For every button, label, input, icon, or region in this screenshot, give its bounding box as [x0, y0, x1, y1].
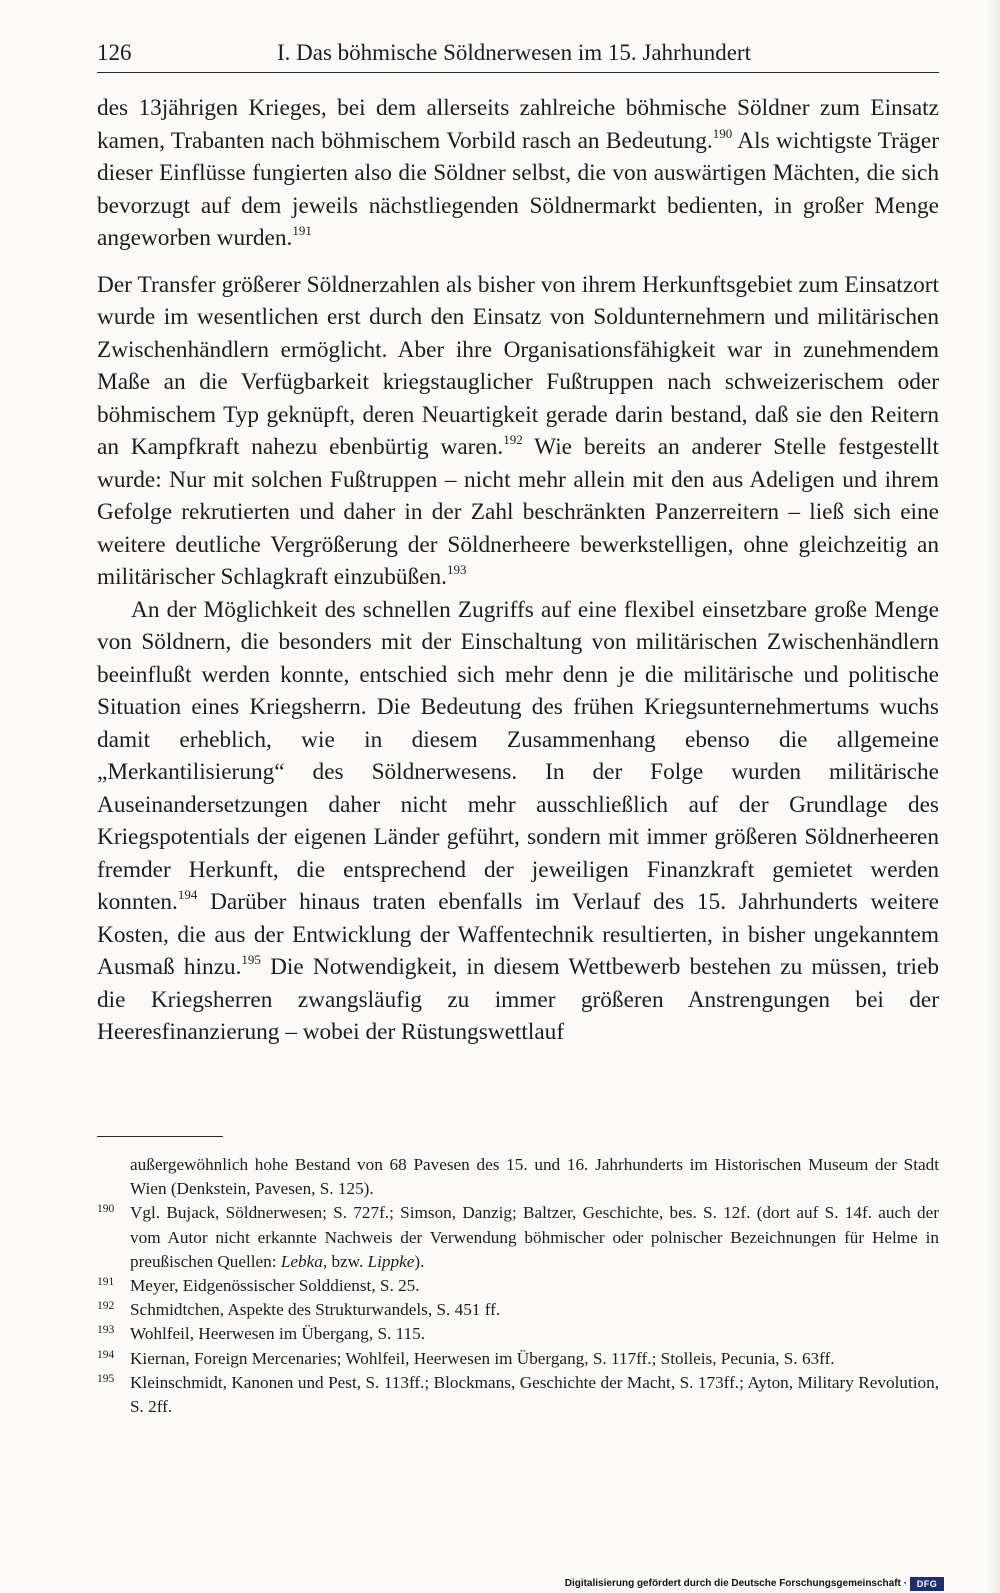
paragraph-3-text-b: Darüber hinaus traten ebenfalls im Verlauf des 15. Jahrhunderts weitere Kosten, die aus der Entwicklung der Waffentechnik resultierten, in bisher ungekanntem Ausmaß hinzu. — [97, 889, 939, 980]
footnote-number: 193 — [97, 1324, 115, 1337]
paragraph-2 — [97, 269, 939, 594]
paragraph-2-text-b: Wie bereits an anderer Stelle festgestellt wurde: Nur mit solchen Fußtruppen – nicht mehr allein mit den aus Adeligen und ihrem Gefolge rekrutierten und daher in der Zahl beschränkten Panzerreitern – ließ sich eine weitere deutliche Vergrößerung der Söldnerheere bewerkstelligen, ohne gleichzeitig an militärischer Schlagkraft einzubüßen. — [97, 434, 939, 590]
footnote-number: 195 — [97, 1372, 115, 1385]
paragraph-3-text-c: Die Notwendigkeit, in diesem Wettbewerb bestehen zu müssen, trieb die Kriegsherren zwangsläufig zu immer größeren Anstrengungen bei der Heeresfinanzierung – wobei der Rüstungswettlauf — [97, 954, 939, 1045]
main-text — [97, 92, 939, 1049]
footnote-text-end: ). — [414, 1251, 425, 1271]
footnote-number: 194 — [97, 1348, 115, 1361]
footnote-ref-190[interactable]: 190 — [712, 125, 733, 141]
footnotes — [97, 1153, 939, 1419]
dfg-logo-icon: DFG — [910, 1577, 944, 1591]
footnote-italic-term: Lebka — [280, 1251, 323, 1271]
footnote-text: Schmidtchen, Aspekte des Strukturwandels, S. 451 ff. — [130, 1300, 501, 1320]
footnote-number: 192 — [97, 1300, 115, 1313]
footnote-text: Wohlfeil, Heerwesen im Übergang, S. 115. — [130, 1324, 426, 1344]
footnote-text: Meyer, Eidgenössischer Solddienst, S. 25. — [130, 1276, 420, 1296]
digitization-credit — [565, 1575, 944, 1593]
footnote-continuation: außergewöhnlich hohe Bestand von 68 Pavesen des 15. und 16. Jahrhunderts im Historischen Museum der Stadt Wien (Denkstein, Pavesen, S. 125). — [130, 1155, 939, 1199]
footnote-194 — [97, 1347, 939, 1371]
footnote-text: Vgl. Bujack, Söldnerwesen; S. 727f.; Simson, Danzig; Baltzer, Geschichte, bes. S. 12f. (dort auf S. 14f. auch der vom Autor nicht erkannte Nachweis der Verwendung böhmischer oder polnischer Bezeichnungen für Helme in preußischen Quellen: — [130, 1203, 939, 1271]
running-head-title: I. Das böhmische Söldnerwesen im 15. Jahrhundert — [277, 40, 751, 65]
paragraph-1 — [97, 92, 939, 255]
paragraph-3 — [97, 594, 939, 1049]
paragraph-1-text-b: Als wichtigste Träger dieser Einflüsse fungierten also die Söldner selbst, die von auswärtigen Mächten, die sich bevorzugt auf dem jeweils nächstliegenden Söldnermarkt bedienten, in großer Menge angeworben wurden. — [97, 127, 939, 251]
footnote-193 — [97, 1322, 939, 1346]
footnote-ref-195[interactable]: 195 — [241, 952, 261, 967]
page-number: 126 — [97, 40, 132, 65]
footnote-number: 190 — [97, 1203, 115, 1216]
footnote-text: Kleinschmidt, Kanonen und Pest, S. 113ff.; Blockmans, Geschichte der Macht, S. 173ff.; Ayton, Military Revolution, S. 2ff. — [130, 1372, 939, 1417]
footnote-191 — [97, 1274, 939, 1298]
footnote-190 — [97, 1201, 939, 1274]
paragraph-3-text-a: An der Möglichkeit des schnellen Zugriffs auf eine flexibel einsetzbare große Menge von Söldnern, die besonders mit der Einschaltung von militärischen Zwischenhändlern beeinflußt werden konnte, entschied sich mehr denn je die militärische und politische Situation eines Kriegsherrn. Die Bedeutung des frühen Kriegsunternehmertums wuchs damit erheblich, wie in diesem Zusammenhang ebenso die allgemeine „Merkantilisierung“ des Söldnerwesens. In der Folge wurden militärische Auseinandersetzungen daher nicht mehr ausschließlich auf der Grundlage des Kriegspotentials der eigenen Länder geführt, sondern mit immer größeren Söldnerheeren fremder Herkunft, die entsprechend der jeweiligen Finanzkraft gemietet werden konnten. — [97, 596, 939, 915]
footnote-separator — [97, 1136, 223, 1137]
page-edge-shadow — [986, 0, 1000, 1593]
credit-text: Digitalisierung gefördert durch die Deutsche Forschungsgemeinschaft · — [564, 1578, 907, 1589]
footnote-text-mid: , bzw. — [322, 1251, 368, 1271]
footnote-192 — [97, 1298, 939, 1322]
paragraph-1-text-a: des 13jährigen Krieges, bei dem allerseits zahlreiche böhmische Söldner zum Einsatz kamen, Trabanten nach böhmischem Vorbild rasch an Bedeutung. — [97, 95, 939, 154]
paragraph-2-text-a: Der Transfer größerer Söldnerzahlen als bisher von ihrem Herkunftsgebiet zum Einsatzort wurde im wesentlichen erst durch den Einsatz von Soldunternehmern und militärischen Zwischenhändlern ermöglicht. Aber ihre Organisationsfähigkeit war in zunehmendem Maße an die Verfügbarkeit kriegstauglicher Fußtruppen nach schweizerischem oder böhmischem Typ geknüpft, deren Neuartigkeit gerade darin bestand, daß sie den Reitern an Kampfkraft nahezu ebenbürtig waren. — [97, 271, 939, 460]
footnote-ref-191[interactable]: 191 — [292, 223, 312, 238]
footnote-ref-194[interactable]: 194 — [177, 887, 198, 902]
footnote-italic-term: Lippke — [367, 1251, 415, 1271]
footnote-text: Kiernan, Foreign Mercenaries; Wohlfeil, Heerwesen im Übergang, S. 117ff.; Stolleis, Pecunia, S. 63ff. — [130, 1348, 835, 1368]
footnote-number: 191 — [97, 1276, 115, 1289]
footnote-195 — [97, 1371, 939, 1419]
footnote-ref-193[interactable]: 193 — [446, 562, 467, 577]
footnote-ref-192[interactable]: 192 — [503, 432, 523, 447]
running-header — [97, 38, 939, 73]
